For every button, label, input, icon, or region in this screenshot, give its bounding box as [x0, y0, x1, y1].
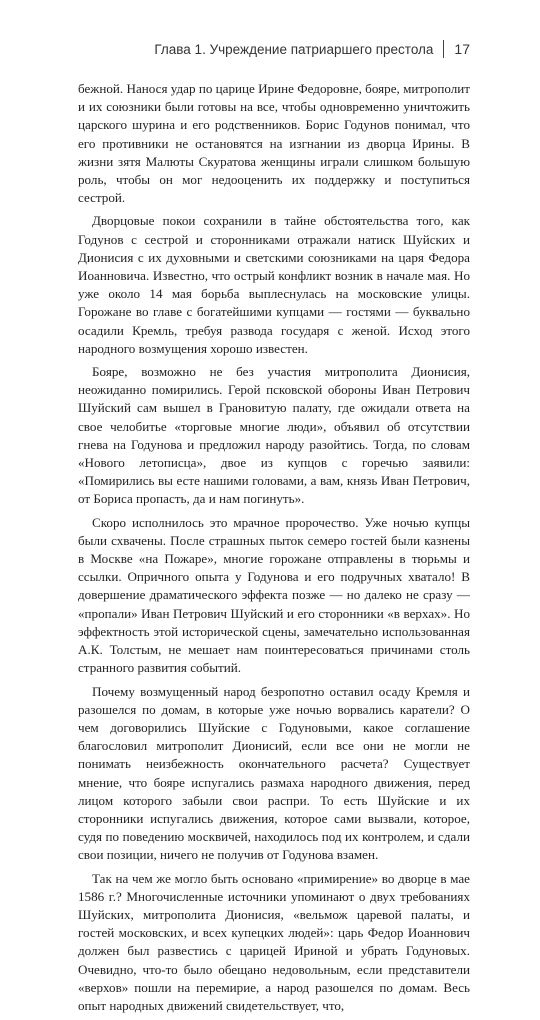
- paragraph: Так на чем же могло быть основано «примирение» во дворце в мае 1586 г.? Многочисленные источники упоминают о двух требованиях Шуйских, митрополита Дионисия, «вельмож царевой палаты, и гостей московских, и всех купецких людей»: царь Федор Иоаннович должен был развестись с царицей Ириной и убрать Годуновых. Очевидно, что-то было обещано недовольным, если представители «верхов» пошли на перемирие, а народ разошелся по домам. Весь опыт народных движений свидетельствует, что,: [78, 870, 470, 1013]
- paragraph: бежной. Нанося удар по царице Ирине Федоровне, бояре, митрополит и их союзники были готовы на все, чтобы одновременно уничтожить царского шурина и его родственников. Борис Годунов понимал, что его противники не остановятся на изгнании из дворца Ирины. В жизни зятя Малюты Скуратова женщины играли слишком большую роль, чтобы он мог недооценить их поддержку и поступиться сестрой.: [78, 81, 470, 206]
- paragraph: Скоро исполнилось это мрачное пророчество. Уже ночью купцы были схвачены. После страшных пыток семеро гостей были казнены в Москве «на Пожаре», многие горожане отправлены в тюрьмы и ссылки. Опричного опыта у Годунова и его подручных хватало! В довершение драматического эффекта позже — но далеко не сразу — «пропали» Иван Петрович Шуйский и его сторонники «в верхах». Но эффектность этой исторической сцены, замечательно использованная А.К. Толстым, не мешает нам поинтересоваться причинами столь странного развития событий.: [78, 514, 470, 676]
- page-number: 17: [454, 41, 470, 57]
- page-body: [78, 80, 470, 1020]
- paragraph: Бояре, возможно не без участия митрополита Дионисия, неожиданно помирились. Герой псковской обороны Иван Петрович Шуйский сам вышел в Грановитую палату, где ожидали ответа на свое челобитье «торговые многие люди», объявил об отсутствии гнева на Годунова и предложил народу разойтись. Тогда, по словам «Нового летописца», двое из купцов с горечью заявили: «Помирились вы есте нашими головами, а вам, князь Иван Петрович, от Бориса пропасть, да и нам погинуть».: [78, 364, 470, 507]
- paragraph: Почему возмущенный народ безропотно оставил осаду Кремля и разошелся по домам, в которые уже ночью ворвались каратели? О чем договорились Шуйские с Годуновыми, какое соглашение благословил митрополит Дионисий, если все они не могли не понимать неизбежность окончательного расчета? Существует мнение, что бояре испугались размаха народного движения, перед лицом которого забыли свои распри. То есть Шуйские и их сторонники испугались движения, которое сами вызвали, которое, судя по поведению москвичей, находилось под их контролем, и сдали свои позиции, ничего не получив от Годунова взамен.: [78, 683, 470, 863]
- running-header: [154, 40, 470, 58]
- paragraph: Дворцовые покои сохранили в тайне обстоятельства того, как Годунов с сестрой и сторонниками отражали натиск Шуйских и Дионисия с их духовными и светскими союзниками на царя Федора Иоанновича. Известно, что острый конфликт возник в начале мая. Но уже около 14 мая борьба выплеснулась на московские улицы. Горожане во главе с богатейшими купцами — гостями — буквально осадили Кремль, требуя развода государя с женой. Исход этого народного возмущения хорошо известен.: [78, 213, 470, 356]
- chapter-title: Глава 1. Учреждение патриаршего престола: [154, 41, 434, 57]
- header-divider: [443, 40, 444, 58]
